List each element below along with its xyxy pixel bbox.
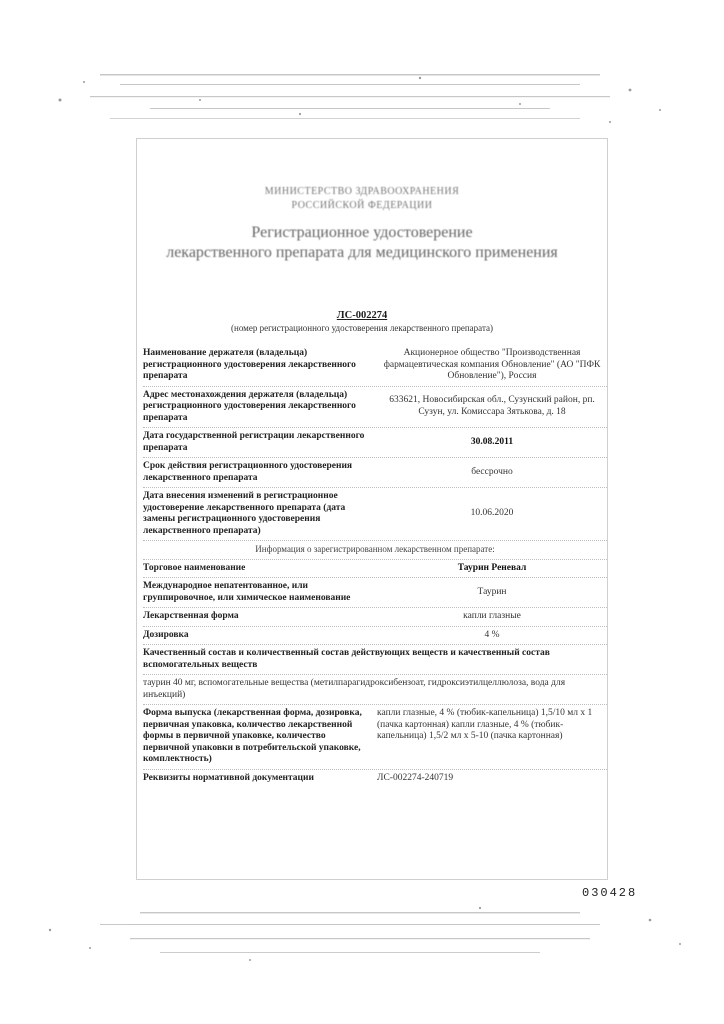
registration-number-caption: (номер регистрационного удостоверения лекарственного препарата) — [231, 323, 493, 333]
dosage-value: 4 % — [484, 629, 500, 640]
certificate-title: Регистрационное удостоверение — [251, 224, 473, 241]
registration-number: ЛС-002274 — [336, 310, 388, 321]
dosage-row — [143, 627, 607, 646]
trade-name-value: Таурин Реневал — [457, 562, 527, 573]
trade-name-label: Торговое наименование — [143, 562, 246, 573]
info-heading: Информация о зарегистрированном лекарственном препарате: — [143, 541, 607, 560]
registration-date-value: 30.08.2011 — [470, 436, 514, 447]
holder-name-label: Наименование держателя (владельца) регистрационного удостоверения лекарственного препарата — [143, 348, 356, 381]
scan-noise-top — [0, 60, 724, 130]
change-date-label: Дата внесения изменений в регистрационное удостоверение лекарственного препарата (дата замены регистрационного удостоверения лекарственного препарата) — [143, 491, 346, 536]
inn-row — [143, 578, 607, 608]
change-date-row — [143, 488, 607, 541]
normative-docs-label: Реквизиты нормативной документации — [143, 772, 314, 783]
dosage-label: Дозировка — [143, 629, 189, 640]
release-form-row — [143, 705, 607, 770]
change-date-value: 10.06.2020 — [470, 508, 514, 519]
inn-label: Международное непатентованное, или группировочное, или химическое наименование — [143, 581, 351, 603]
holder-name-value: Акционерное общество "Производственная фармацевтическая компания Обновление" (АО "ПФК Обновление"), Россия — [383, 348, 601, 381]
dosage-form-label: Лекарственная форма — [143, 611, 239, 621]
registration-date-label: Дата государственной регистрации лекарственного препарата — [143, 431, 365, 453]
normative-docs-row — [143, 770, 607, 788]
trade-name-row — [143, 560, 607, 579]
certificate-subtitle: лекарственного препарата для медицинского применения — [166, 244, 558, 261]
validity-row — [143, 458, 607, 488]
serial-number: 030428 — [582, 886, 638, 900]
registration-date-row — [143, 428, 607, 458]
scan-noise-bottom — [0, 900, 724, 970]
ministry-line-2: РОССИЙСКОЙ ФЕДЕРАЦИИ — [291, 200, 433, 211]
holder-row — [143, 345, 607, 387]
dosage-form-row — [143, 608, 607, 627]
release-form-value: капли глазные, 4 % (тюбик-капельница) 1,5/10 мл х 1 (пачка картонная) капли глазные, 4 % (тюбик-капельница) 1,5/2 мл х 5-10 (пачка картонная) — [377, 708, 593, 741]
dosage-form-value: капли глазные — [463, 611, 521, 621]
normative-docs-value: ЛС-002274-240719 — [377, 772, 454, 783]
composition-label: Качественный состав и количественный состав действующих веществ и качественный состав вспомогательных веществ — [143, 645, 607, 675]
release-form-label: Форма выпуска (лекарственная форма, дозировка, первичная упаковка, количество лекарственной формы в первичной упаковке, количество первичной упаковки в потребительской упаковке, комплектность) — [143, 708, 362, 764]
validity-label: Срок действия регистрационного удостоверения лекарственного препарата — [143, 461, 353, 483]
validity-value: бессрочно — [471, 466, 513, 477]
holder-address-value: 633621, Новосибирская обл., Сузунский район, рп. Сузун, ул. Комиссара Зятькова, д. 18 — [389, 395, 595, 417]
inn-value: Таурин — [477, 586, 507, 597]
holder-address-label: Адрес местонахождения держателя (владельца) регистрационного удостоверения лекарственного препарата — [143, 389, 356, 423]
certificate-table — [143, 345, 607, 787]
composition-value: таурин 40 мг, вспомогательные вещества (метилпарагидроксибензоат, гидроксиэтилцеллюлоза, вода для инъекций) — [143, 675, 607, 705]
holder-address-row — [143, 387, 607, 429]
ministry-line-1: МИНИСТЕРСТВО ЗДРАВООХРАНЕНИЯ — [264, 186, 460, 197]
